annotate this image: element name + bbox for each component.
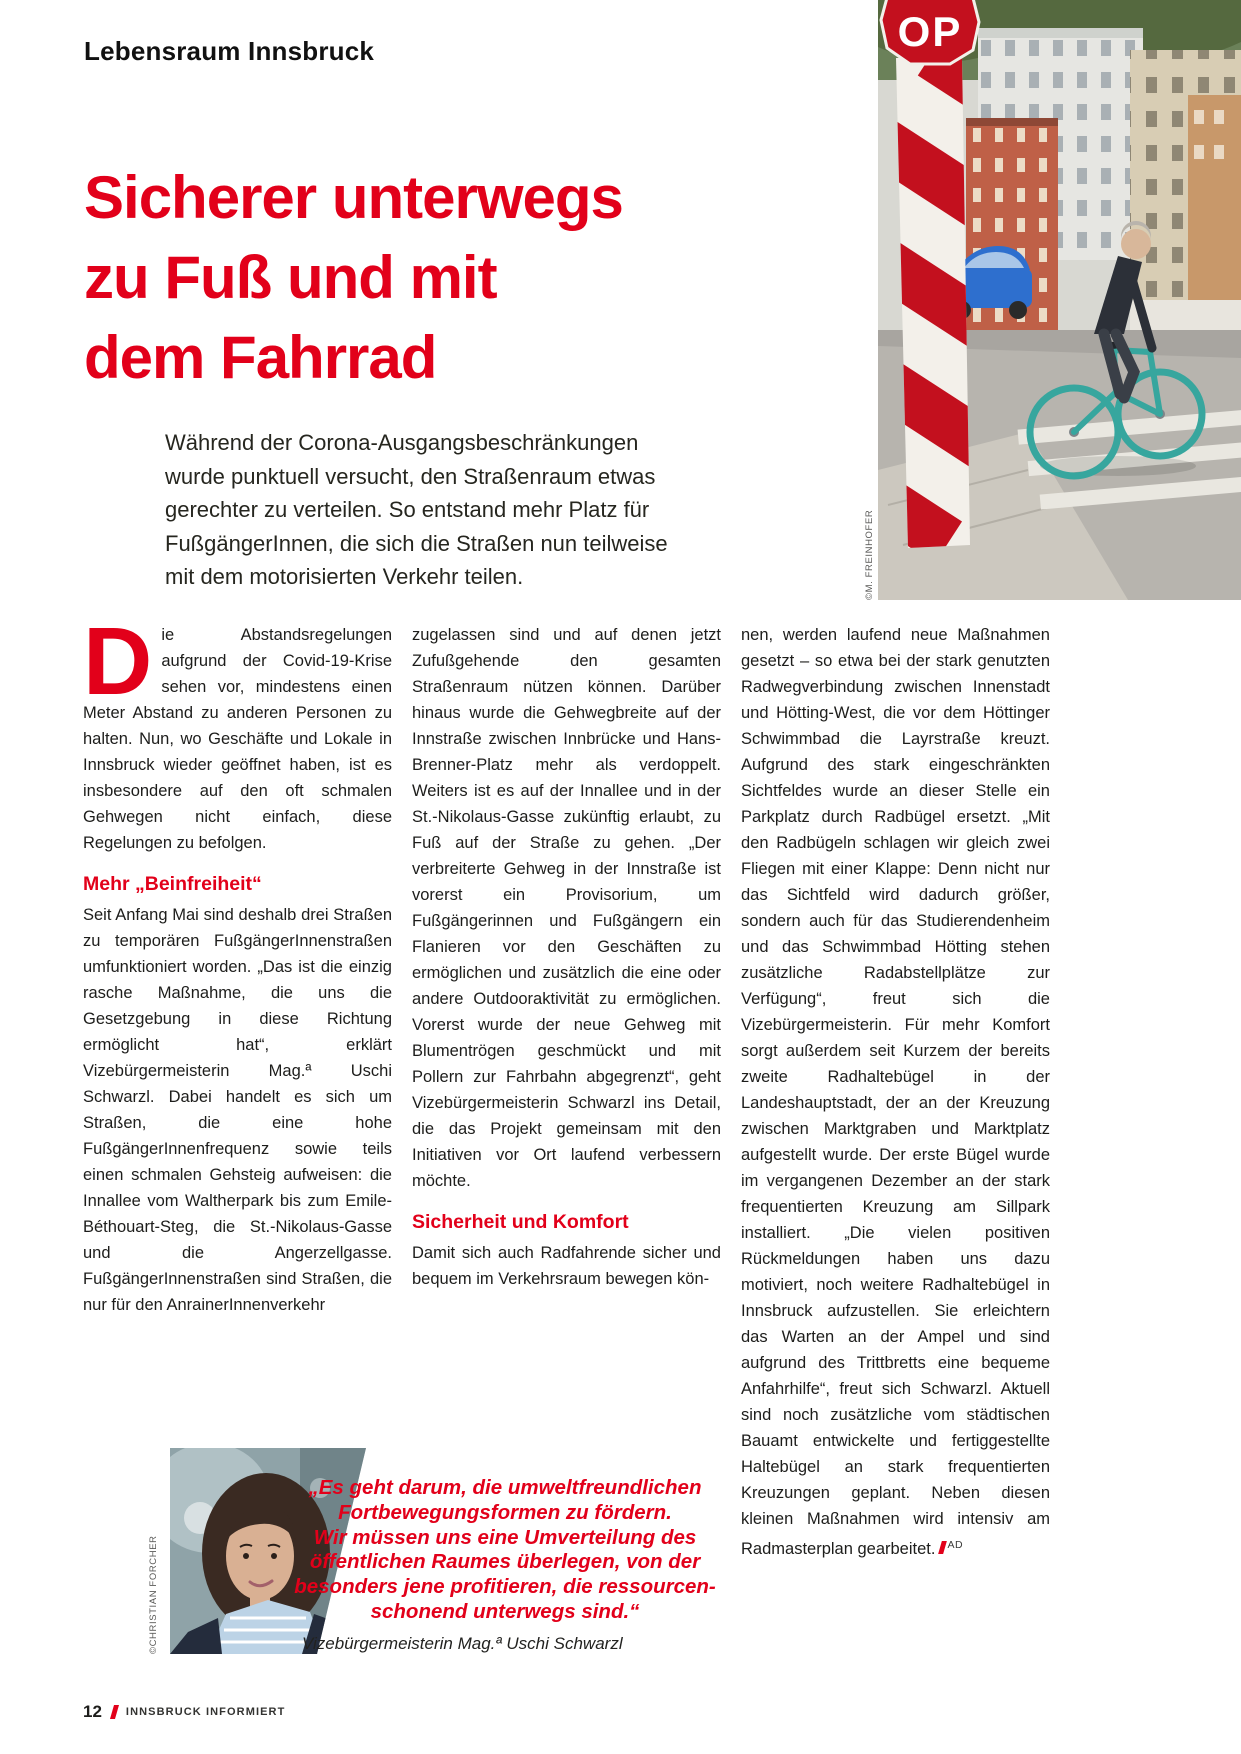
body-column-1 [83,608,392,1318]
page-number: 12 [83,1702,102,1721]
street-photo [878,0,1241,600]
drop-cap: D [83,608,153,715]
pull-quote: „Es geht darum, die umweltfreundlichen Fortbewegungsformen zu fördern. Wir müssen uns eine Umverteilung des öffentlichen Raumes überlegen, von der besonders jene profitieren, die ressourcen- schonend unterwegs sind.“ [294,1476,716,1623]
paragraph [83,608,392,856]
footer-logo-mark [110,1705,119,1719]
magazine-name: INNSBRUCK INFORMIERT [125,1706,286,1718]
body-column-3 [741,622,1050,1562]
subheading-sicherheit: Sicherheit und Komfort [412,1211,629,1233]
author-initials: AD [947,1539,964,1551]
article-lead: Während der Corona-Ausgangsbeschränkungen wurde punktuell versucht, den Straßenraum etwas gerechter zu verteilen. So entstand mehr Platz für FußgängerInnen, die sich die Straßen nun teilweise mit dem motorisierten Verkehr teilen. [165,430,668,589]
article-end-mark [939,1541,948,1554]
hero-photo-credit: ©M. FREINHOFER [864,509,875,600]
paragraph-text: nen, werden laufend neue Maßnahmen gesetzt – so etwa bei der stark genutzten Radwegverbindung zwischen Innenstadt und Hötting-West, die vor dem Höttinger Schwimmbad die Layrstraße kreuzt. Aufgrund des stark eingeschränkten Sichtfeldes wurde an dieser Stelle ein Parkplatz durch Radbügel ersetzt. „Mit den Radbügeln schlagen wir gleich zwei Fliegen mit einer Klappe: Denn nicht nur das Sichtfeld wird dadurch größer, sondern auch für das Studierendenheim und das Schwimmbad Hötting stehen zusätzliche Radabstellplätze zur Verfügung“, freut sich die Vizebürgermeisterin. Für mehr Komfort sorgt außerdem seit Kurzem der bereits zweite Radhaltebügel in der Landeshauptstadt, der an der Kreuzung zwischen Marktgraben und Marktplatz aufgestellt wurde. Der erste Bügel wurde im vergangenen Dezember an der stark frequentierten Kreuzung am Sillpark installiert. „Die vielen positiven Rückmeldungen haben uns dazu motiviert, noch weitere Radhaltebügel in Innsbruck aufzustellen. Sie erleichtern das Warten an der Ampel und sind aufgrund des Trittbretts eine bequeme Anfahrhilfe“, freut sich Schwarzl. Aktuell sind noch zusätzliche vom städtischen Bauamt entwickelte und fertiggestellte Haltebügel an stark frequentierten Kreuzungen geplant. Neben diesen kleinen Maßnahmen wird intensiv am Radmasterplan gearbeitet. [741,626,1050,1558]
stop-sign-icon [881,0,979,64]
paragraph-text: ie Abstandsregelungen aufgrund der Covid-19-Krise sehen vor, mindestens einen Meter Abstand zu anderen Personen zu halten. Nun, wo Geschäfte und Lokale in Innsbruck wieder geöffnet haben, ist es insbesondere auf den oft schmalen Gehwegen nicht einfach, diese Regelungen zu befolgen. [83,626,392,852]
paragraph: Seit Anfang Mai sind deshalb drei Straßen zu temporären FußgängerInnenstraßen umfunktioniert worden. „Das ist die einzig rasche Maßnahme, die uns die Gesetzgebung in diese Richtung ermöglicht hat“, erklärt Vizebürgermeisterin Mag.ª Uschi Schwarzl. Dabei handelt es sich um Straßen, die eine hohe FußgängerInnenfrequenz sowie teils einen schmalen Gehsteig aufweisen: die Innallee vom Waltherpark bis zum Emile-Béthouart-Steg, die St.-Nikolaus-Gasse und die Angerzellgasse. FußgängerInnenstraßen sind Straßen, die nur für den AnrainerInnenverkehr [83,906,392,1314]
paragraph [741,622,1050,1562]
quote-attribution: Vizebürgermeisterin Mag.ª Uschi Schwarzl [302,1634,623,1653]
section-kicker: Lebensraum Innsbruck [84,36,375,66]
paragraph: zugelassen sind und auf denen jetzt Zufußgehende den gesamten Straßenraum nützen können. Darüber hinaus wurde die Gehwegbreite auf der Innstraße zwischen Innbrücke und Hans-Brenner-Platz mehr als verdoppelt. Weiters ist es auf der Innallee und in der St.-Nikolaus-Gasse zukünftig erlaubt, zu Fuß auf der Straße zu gehen. „Der verbreiterte Gehweg in der Innstraße ist vorerst ein Provisorium, um Fußgängerinnen und Fußgängern ein Flanieren vor den Geschäften zu ermöglichen und zusätzlich die eine oder andere Outdooraktivität zu ermöglichen. Vorerst wurde der neue Gehweg mit Blumentrögen geschmückt und mit Pollern zur Fahrbahn abgegrenzt“, geht Vizebürgermeisterin Schwarzl ins Detail, die das Projekt gemeinsam mit den Initiativen vor Ort laufend verbessern möchte. [412,626,721,1190]
portrait-photo-credit: ©CHRISTIAN FORCHER [148,1535,159,1654]
subheading-beinfreiheit: Mehr „Beinfreiheit“ [83,873,262,895]
page-footer [83,1702,285,1722]
article-title: Sicherer unterwegs zu Fuß und mit dem Fahrrad [84,164,623,391]
stop-sign-letters: OP [897,8,963,55]
street-photo-illustration [878,0,1241,600]
body-column-2 [412,622,721,1292]
paragraph: Damit sich auch Radfahrende sicher und bequem im Verkehrsraum bewegen kön- [412,1244,721,1288]
